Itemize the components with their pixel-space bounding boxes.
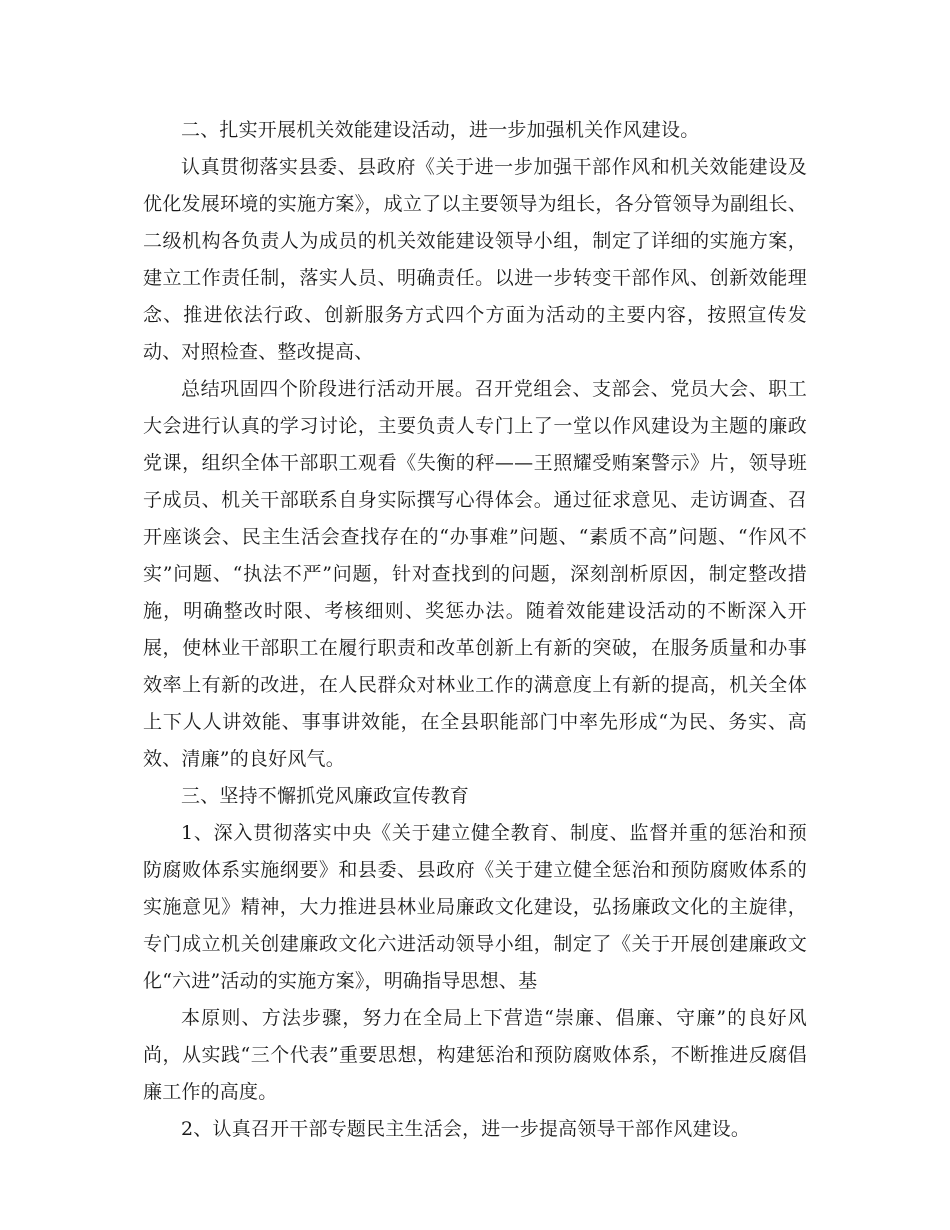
paragraph-item-one: 1、深入贯彻落实中央《关于建立健全教育、制度、监督并重的惩治和预防腐败体系实施纲要》和县委、县政府《关于建立健全惩治和预防腐败体系的实施意见》精神，大力推进县林业局廉政文化建设，弘扬廉政文化的主旋律，专门成立机关创建廉政文化六进活动领导小组，制定了《关于开展创建廉政文化“六进”活动的实施方案》，明确指导思想、基	[143, 822, 807, 992]
paragraph-item-two: 2、认真召开干部专题民主生活会，进一步提高领导干部作风建设。	[181, 1118, 751, 1140]
paragraph-section-three-heading: 三、坚持不懈抓党风廉政宣传教育	[181, 785, 470, 807]
document-body	[143, 112, 807, 1148]
paragraph-section-two-heading: 二、扎实开展机关效能建设活动，进一步加强机关作风建设。	[181, 119, 700, 141]
paragraph-activity-stages: 总结巩固四个阶段进行活动开展。召开党组会、支部会、党员大会、职工大会进行认真的学习讨论，主要负责人专门上了一堂以作风建设为主题的廉政党课，组织全体干部职工观看《失衡的秤——王照耀受贿案警示》片，领导班子成员、机关干部联系自身实际撰写心得体会。通过征求意见、走访调查、召开座谈会、民主生活会查找存在的“办事难”问题、“素质不高”问题、“作风不实”问题、“执法不严”问题，针对查找到的问题，深刻剖析原因，制定整改措施，明确整改时限、考核细则、奖惩办法。随着效能建设活动的不断深入开展，使林业干部职工在履行职责和改革创新上有新的突破，在服务质量和办事效率上有新的改进，在人民群众对林业工作的满意度上有新的提高，机关全体上下人人讲效能、事事讲效能，在全县职能部门中率先形成“为民、务实、高效、清廉”的良好风气。	[143, 378, 807, 770]
paragraph-item-one-continued: 本原则、方法步骤，努力在全局上下营造“崇廉、倡廉、守廉”的良好风尚，从实践“三个代表”重要思想，构建惩治和预防腐败体系，不断推进反腐倡廉工作的高度。	[143, 1007, 807, 1103]
paragraph-efficiency-plan: 认真贯彻落实县委、县政府《关于进一步加强干部作风和机关效能建设及优化发展环境的实施方案》，成立了以主要领导为组长，各分管领导为副组长、二级机构各负责人为成员的机关效能建设领导小组，制定了详细的实施方案，建立工作责任制，落实人员、明确责任。以进一步转变干部作风、创新效能理念、推进依法行政、创新服务方式四个方面为活动的主要内容，按照宣传发动、对照检查、整改提高、	[143, 156, 807, 363]
